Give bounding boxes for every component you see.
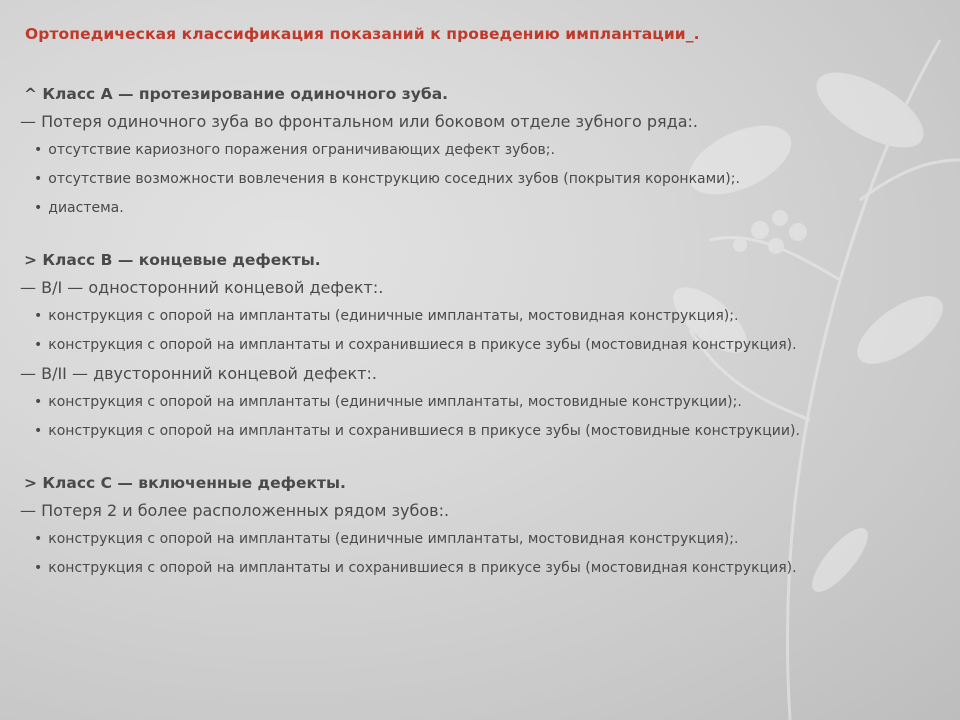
subclass-label: — Потеря одиночного зуба во фронтальном или боковом отделе зубного ряда:. [20, 112, 698, 131]
bullet-item [20, 194, 925, 223]
bullet-item [20, 331, 925, 360]
bullet-text: конструкция с опорой на имплантаты (единичные имплантаты, мостовидная конструкция);. [48, 308, 739, 324]
bullet-text: конструкция с опорой на имплантаты (единичные имплантаты, мостовидная конструкция);. [48, 531, 739, 547]
bullet-item [20, 388, 925, 417]
subclass-label: — В/II — двусторонний концевой дефект:. [20, 364, 377, 383]
bullet-text: диастема. [48, 200, 124, 216]
bullet-item [20, 165, 925, 194]
bullet-item [20, 302, 925, 331]
bullet-item [20, 554, 925, 583]
subclass-label: — Потеря 2 и более расположенных рядом зубов:. [20, 501, 450, 520]
bullet-icon: • [34, 200, 43, 216]
bullet-item [20, 417, 925, 446]
class-section [20, 246, 925, 446]
bullet-icon: • [34, 308, 43, 324]
class-heading: ^ Класс А — протезирование одиночного зуба. [24, 85, 449, 103]
class-section [20, 80, 925, 223]
bullet-item [20, 525, 925, 554]
slide-content [20, 80, 925, 606]
bullet-icon: • [34, 337, 43, 353]
bullet-icon: • [34, 171, 43, 187]
bullet-text: отсутствие кариозного поражения ограничивающих дефект зубов;. [48, 142, 555, 158]
class-heading: > Класс С — включенные дефекты. [24, 474, 346, 492]
bullet-item [20, 136, 925, 165]
bullet-text: конструкция с опорой на имплантаты и сохранившиеся в прикусе зубы (мостовидная конструкция). [48, 560, 797, 576]
bullet-icon: • [34, 531, 43, 547]
bullet-icon: • [34, 423, 43, 439]
bullet-text: конструкция с опорой на имплантаты (единичные имплантаты, мостовидные конструкции);. [48, 394, 742, 410]
bullet-text: конструкция с опорой на имплантаты и сохранившиеся в прикусе зубы (мостовидная конструкция). [48, 337, 797, 353]
bullet-icon: • [34, 142, 43, 158]
subclass-label: — В/I — односторонний концевой дефект:. [20, 278, 384, 297]
bullet-icon: • [34, 394, 43, 410]
bullet-icon: • [34, 560, 43, 576]
class-section [20, 469, 925, 583]
bullet-text: отсутствие возможности вовлечения в конструкцию соседних зубов (покрытия коронками);. [48, 171, 740, 187]
bullet-text: конструкция с опорой на имплантаты и сохранившиеся в прикусе зубы (мостовидные конструкции). [48, 423, 800, 439]
slide-title: Ортопедическая классификация показаний к проведению имплантации_. [25, 25, 700, 43]
class-heading: > Класс В — концевые дефекты. [24, 251, 321, 269]
